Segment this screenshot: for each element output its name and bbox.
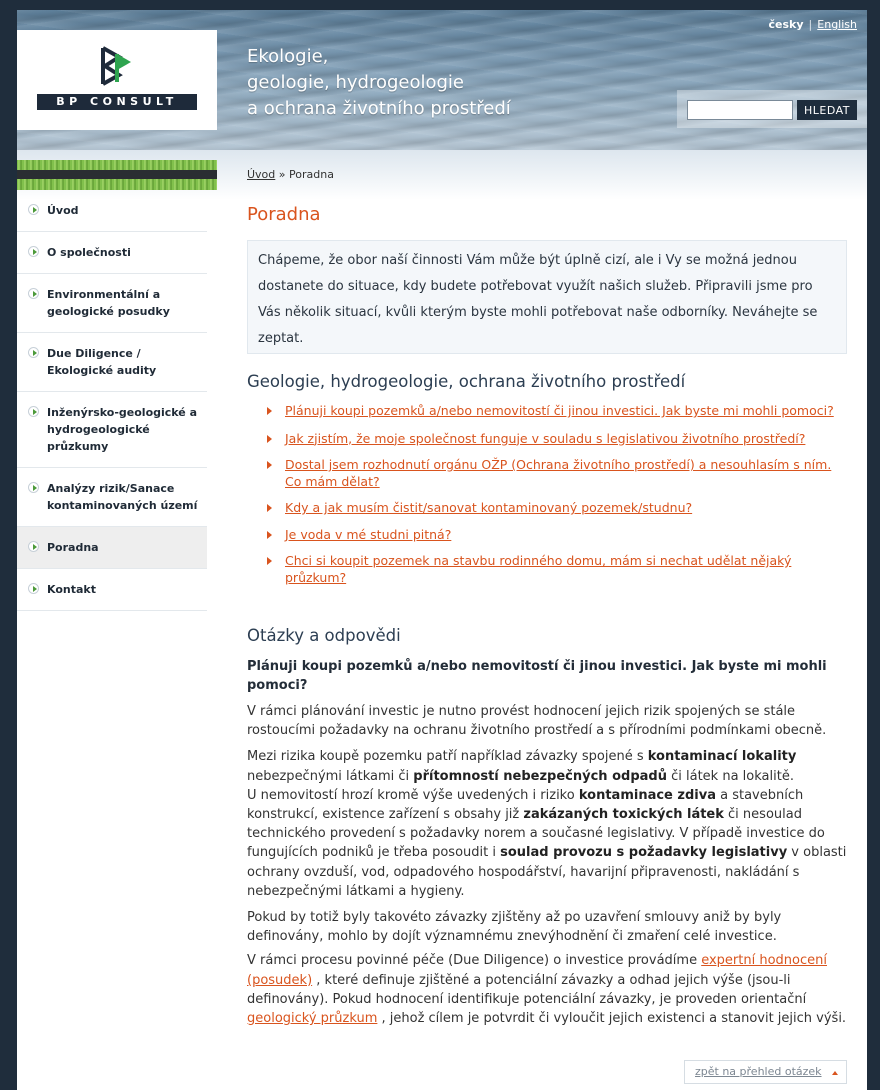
- body-area: [17, 150, 867, 1090]
- emphasis: kontaminací lokality: [647, 749, 797, 765]
- arrow-right-icon: [28, 406, 39, 417]
- sidebar-item-due-diligence[interactable]: [17, 333, 207, 392]
- arrow-right-icon: [28, 482, 39, 493]
- question-list: [267, 403, 847, 586]
- search-button[interactable]: HLEDAT: [797, 100, 857, 120]
- logo[interactable]: [17, 30, 217, 130]
- answer-block: [247, 657, 847, 1028]
- sidebar-item-uvod[interactable]: [17, 190, 207, 232]
- arrow-right-icon: [28, 288, 39, 299]
- sidebar-item-posudky[interactable]: [17, 274, 207, 333]
- sidebar-item-kontakt[interactable]: [17, 569, 207, 611]
- sidebar-item-label: Úvod: [47, 204, 79, 217]
- answer-title: Plánuji koupi pozemků a/nebo nemovitostí či jinou investici. Jak byste mi mohli pomoci?: [247, 659, 827, 693]
- list-item: [267, 527, 847, 544]
- header: [17, 10, 867, 150]
- list-item: [267, 403, 847, 420]
- page-title: Poradna: [247, 204, 321, 225]
- back-to-questions-button[interactable]: [684, 1060, 847, 1084]
- language-czech[interactable]: česky: [768, 18, 804, 31]
- text: Mezi rizika koupě pozemku patří například závazky spojené s: [247, 749, 648, 765]
- sidebar-nav: [17, 190, 217, 611]
- text: , které definuje zjištěné a potenciální závazky a odhad jejich výše (jsou-li definovány). Pokud hodnocení identifikuje potenciální závazky, je proveden orientační: [247, 972, 807, 1007]
- language-separator: |: [808, 18, 813, 31]
- emphasis: soulad provozu s požadavky legislativy: [500, 845, 788, 861]
- list-item: [267, 431, 847, 448]
- arrow-right-icon: [28, 583, 39, 594]
- breadcrumb-separator: »: [278, 168, 286, 181]
- expert-assessment-link[interactable]: expertní hodnocení (posudek): [247, 953, 827, 988]
- emphasis: kontaminace zdiva: [578, 787, 716, 803]
- geological-survey-link[interactable]: geologický průzkum: [247, 1011, 378, 1027]
- arrow-right-icon: [28, 246, 39, 257]
- answer-paragraph: [247, 951, 847, 1028]
- text: V rámci procesu povinné péče (Due Diligence) o investice provádíme: [247, 953, 702, 969]
- tagline: [247, 44, 607, 122]
- breadcrumb-home-link[interactable]: Úvod: [247, 168, 276, 181]
- sidebar-item-label: Inženýrsko-geologické a hydrogeologické průzkumy: [47, 406, 198, 453]
- sidebar-item-o-spolecnosti[interactable]: [17, 232, 207, 274]
- intro-box: Chápeme, že obor naší činnosti Vám může být úplně cizí, ale i Vy se možná jednou dostanete do situace, kdy budete potřebovat využít našich služeb. Připravili jsme pro Vás několik situací, kvůli kterým byste mohli potřebovat naše odborníky. Neváhejte se zeptat.: [247, 240, 847, 354]
- question-link[interactable]: Kdy a jak musím čistit/sanovat kontaminovaný pozemek/studnu?: [285, 500, 693, 515]
- sidebar-item-label: Due Diligence / Ekologické audity: [47, 347, 157, 377]
- sidebar-item-pruzkumy[interactable]: [17, 392, 207, 468]
- text: , jehož cílem je potvrdit či vyloučit jejich existenci a stanovit jejich výši.: [377, 1011, 847, 1027]
- arrow-up-icon: [832, 1071, 838, 1075]
- arrow-right-icon: [28, 204, 39, 215]
- text: U nemovitostí hrozí kromě výše uvedených i riziko: [247, 787, 579, 803]
- sidebar-item-poradna[interactable]: [17, 527, 207, 569]
- language-english-link[interactable]: English: [817, 18, 857, 31]
- logo-mark-icon: [97, 44, 137, 88]
- arrow-right-icon: [28, 347, 39, 358]
- search-input[interactable]: [687, 100, 793, 120]
- language-switcher: [769, 18, 857, 31]
- logo-text: BP CONSULT: [37, 94, 197, 110]
- text: či nesoulad technického provedení s požadavky norem a současné legislativy. V případě investice do fungujících podniků je třeba posoudit i: [247, 807, 825, 861]
- emphasis: přítomností nebezpečných odpadů: [413, 768, 667, 784]
- tagline-line: geologie, hydrogeologie: [247, 72, 465, 93]
- question-link[interactable]: Je voda v mé studni pitná?: [285, 526, 452, 542]
- list-item: [267, 457, 847, 490]
- question-link[interactable]: Dostal jsem rozhodnutí orgánu OŽP (Ochrana životního prostředí) a nesouhlasím s ním. Co mám dělat?: [285, 457, 832, 489]
- sidebar-item-label: Environmentální a geologické posudky: [47, 288, 170, 318]
- answer-paragraph: [247, 747, 847, 901]
- grass-bar: [17, 170, 217, 179]
- search-box: [677, 90, 867, 128]
- breadcrumb: [247, 168, 334, 181]
- section-heading: Otázky a odpovědi: [247, 626, 401, 645]
- tagline-line: a ochrana životního prostředí: [247, 98, 511, 119]
- sidebar-item-analyzy-rizik[interactable]: [17, 468, 207, 527]
- tagline-line: Ekologie,: [247, 46, 329, 67]
- question-link[interactable]: Jak zjistím, že moje společnost funguje v souladu s legislativou životního prostředí?: [285, 430, 806, 446]
- answer-paragraph: V rámci plánování investic je nutno provést hodnocení jejich rizik spojených se stále rostoucími požadavky na ochranu životního prostředí a s přírodními podmínkami obecně.: [247, 704, 827, 739]
- sidebar-item-label: O společnosti: [47, 246, 131, 259]
- text: v oblasti ochrany ovzduší, vod, odpadového hospodářství, havarijní připravenosti, nakládání s nebezpečnými látkami a hygieny.: [247, 845, 847, 899]
- sidebar-item-label: Poradna: [47, 541, 99, 554]
- question-link[interactable]: Plánuji koupi pozemků a/nebo nemovitostí či jinou investici. Jak byste mi mohli pomoci?: [285, 403, 834, 418]
- sidebar-item-label: Analýzy rizik/Sanace kontaminovaných území: [47, 482, 198, 512]
- breadcrumb-current: Poradna: [289, 168, 334, 181]
- arrow-right-icon: [28, 541, 39, 552]
- text: či látek na lokalitě.: [666, 768, 794, 784]
- back-link-text: zpět na přehled otázek: [695, 1065, 822, 1078]
- list-item: [267, 500, 847, 517]
- text: nebezpečnými látkami či: [247, 768, 414, 784]
- question-link[interactable]: Chci si koupit pozemek na stavbu rodinného domu, mám si nechat udělat nějaký průzkum?: [285, 553, 792, 585]
- answer-paragraph: Pokud by totiž byly takovéto závazky zjištěny až po uzavření smlouvy aniž by byly definovány, mohlo by dojít významnému znevýhodnění či zmaření celé investice.: [247, 910, 782, 945]
- sidebar-item-label: Kontakt: [47, 583, 96, 596]
- list-item: [267, 553, 847, 586]
- emphasis: zakázaných toxických látek: [523, 807, 724, 823]
- text: a stavebních konstrukcí, existence zařízení s obsahy již: [247, 787, 804, 823]
- grass-banner: [17, 160, 217, 190]
- section-heading: Geologie, hydrogeologie, ochrana životního prostředí: [247, 372, 686, 391]
- sidebar: [17, 160, 217, 611]
